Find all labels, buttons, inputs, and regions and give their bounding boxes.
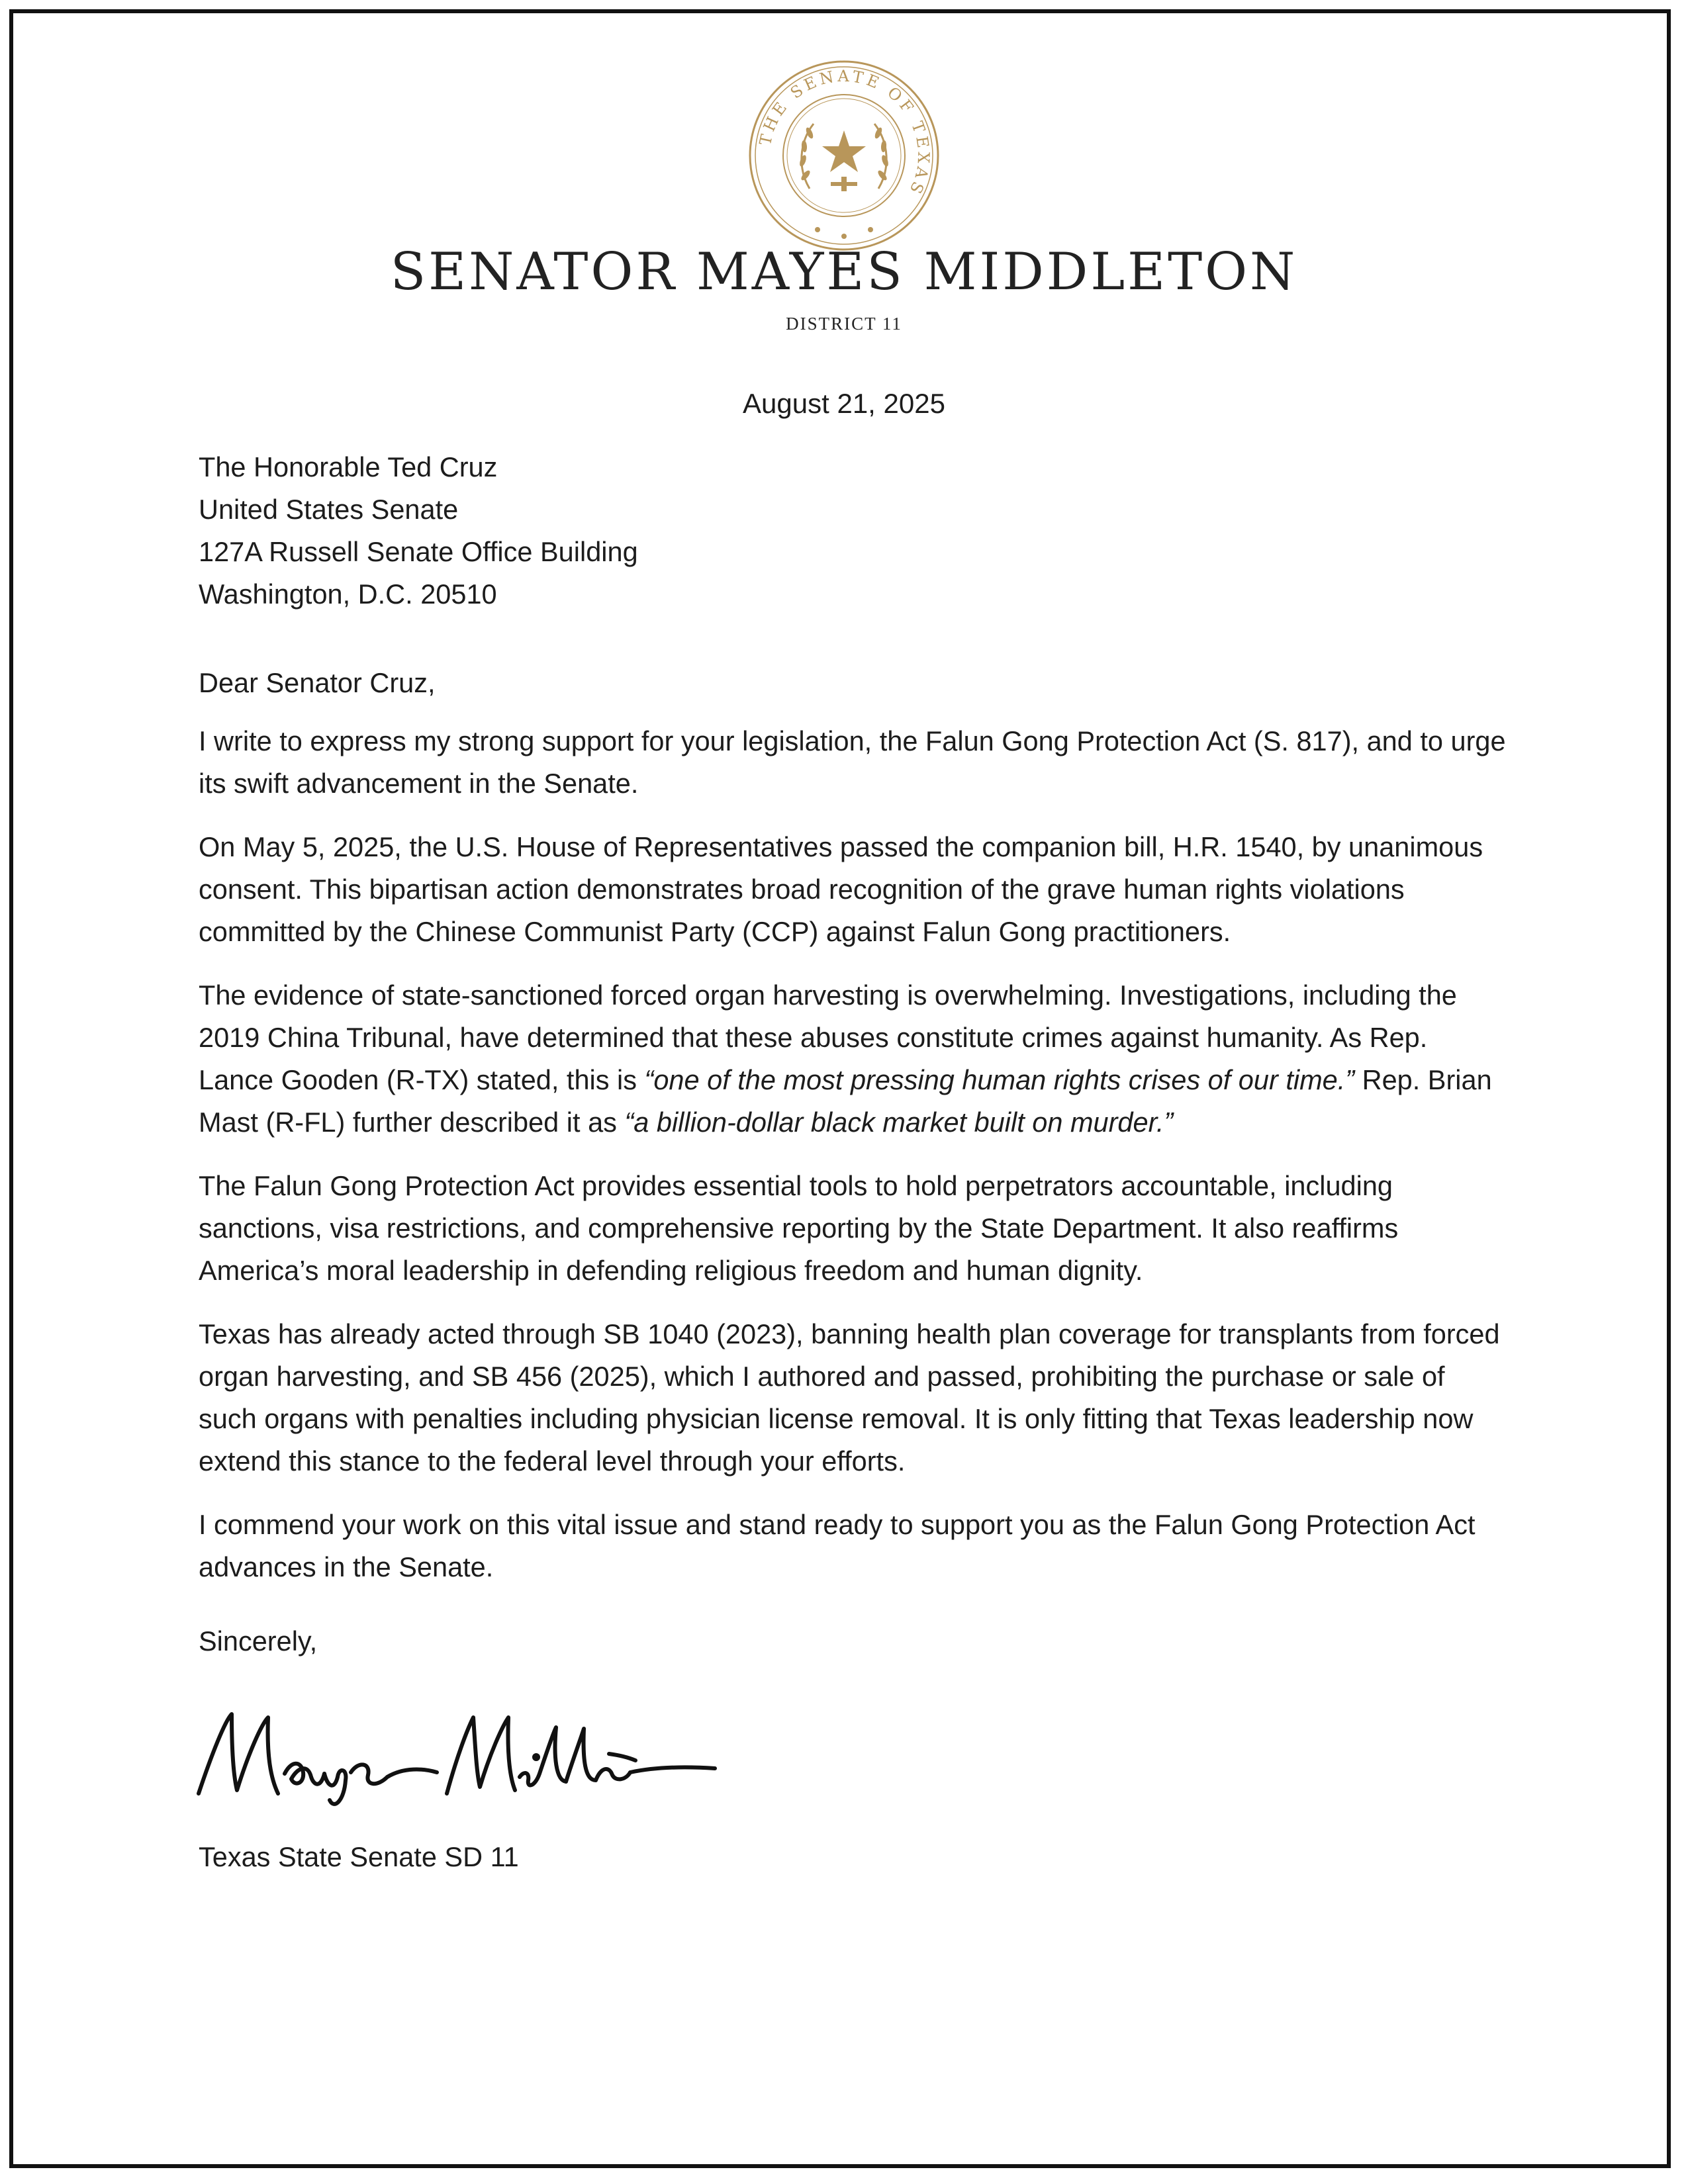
paragraph-text: Rep. Brian Mast (R-FL) further described it as [199, 1064, 1492, 1138]
signoff-title: Texas State Senate SD 11 [199, 1841, 519, 1872]
svg-text:THE SENATE OF TEXAS: THE SENATE OF TEXAS [755, 66, 933, 200]
recipient-line: United States Senate [199, 494, 459, 525]
quote: “a billion-dollar black market built on murder.” [624, 1107, 1174, 1138]
salutation: Dear Senator Cruz, [199, 667, 436, 698]
recipient-line: The Honorable Ted Cruz [199, 451, 498, 482]
paragraph: I write to express my strong support for your legislation, the Falun Gong Protection Act (S. 817), and to urge its swift advancement in the Senate. [199, 725, 1506, 799]
letter-body [199, 720, 1509, 1610]
handwritten-signature [185, 1694, 728, 1813]
recipient-address [199, 446, 1509, 615]
senate-seal [745, 56, 943, 255]
paragraph: The Falun Gong Protection Act provides essential tools to hold perpetrators accountable, including sanctions, visa restrictions, and comprehensive reporting by the State Department. It also reaffirms America’s moral leadership in defending religious freedom and human dignity. [199, 1170, 1399, 1286]
paragraph: I commend your work on this vital issue and stand ready to support you as the Falun Gong Protection Act advances in the Senate. [199, 1509, 1476, 1582]
letterhead-district: DISTRICT 11 [786, 314, 902, 334]
paragraph [199, 974, 1509, 1144]
quote: “one of the most pressing human rights crises of our time.” [644, 1064, 1355, 1095]
recipient-line: 127A Russell Senate Office Building [199, 536, 638, 567]
closing: Sincerely, [199, 1625, 318, 1657]
paragraph-text: The evidence of state-sanctioned forced organ harvesting is overwhelming. Investigations, including the 2019 China Tribunal, have determined that these abuses constitute crimes against humanity. As Rep. Lance Gooden (R-TX) stated, this is [199, 979, 1457, 1095]
recipient-line: Washington, D.C. 20510 [199, 578, 497, 610]
letterhead-name: SENATOR MAYES MIDDLETON [390, 242, 1298, 302]
paragraph: On May 5, 2025, the U.S. House of Representatives passed the companion bill, H.R. 1540, by unanimous consent. This bipartisan action demonstrates broad recognition of the grave human rights violations committed by the Chinese Communist Party (CCP) against Falun Gong practitioners. [199, 831, 1483, 947]
letter-date: August 21, 2025 [743, 388, 945, 419]
paragraph: Texas has already acted through SB 1040 (2023), banning health plan coverage for transplants from forced organ harvesting, and SB 456 (2025), which I authored and passed, prohibiting the purchase or sale of such organs with penalties including physician license removal. It is only fitting that Texas leadership now extend this stance to the federal level through your efforts. [199, 1318, 1500, 1477]
